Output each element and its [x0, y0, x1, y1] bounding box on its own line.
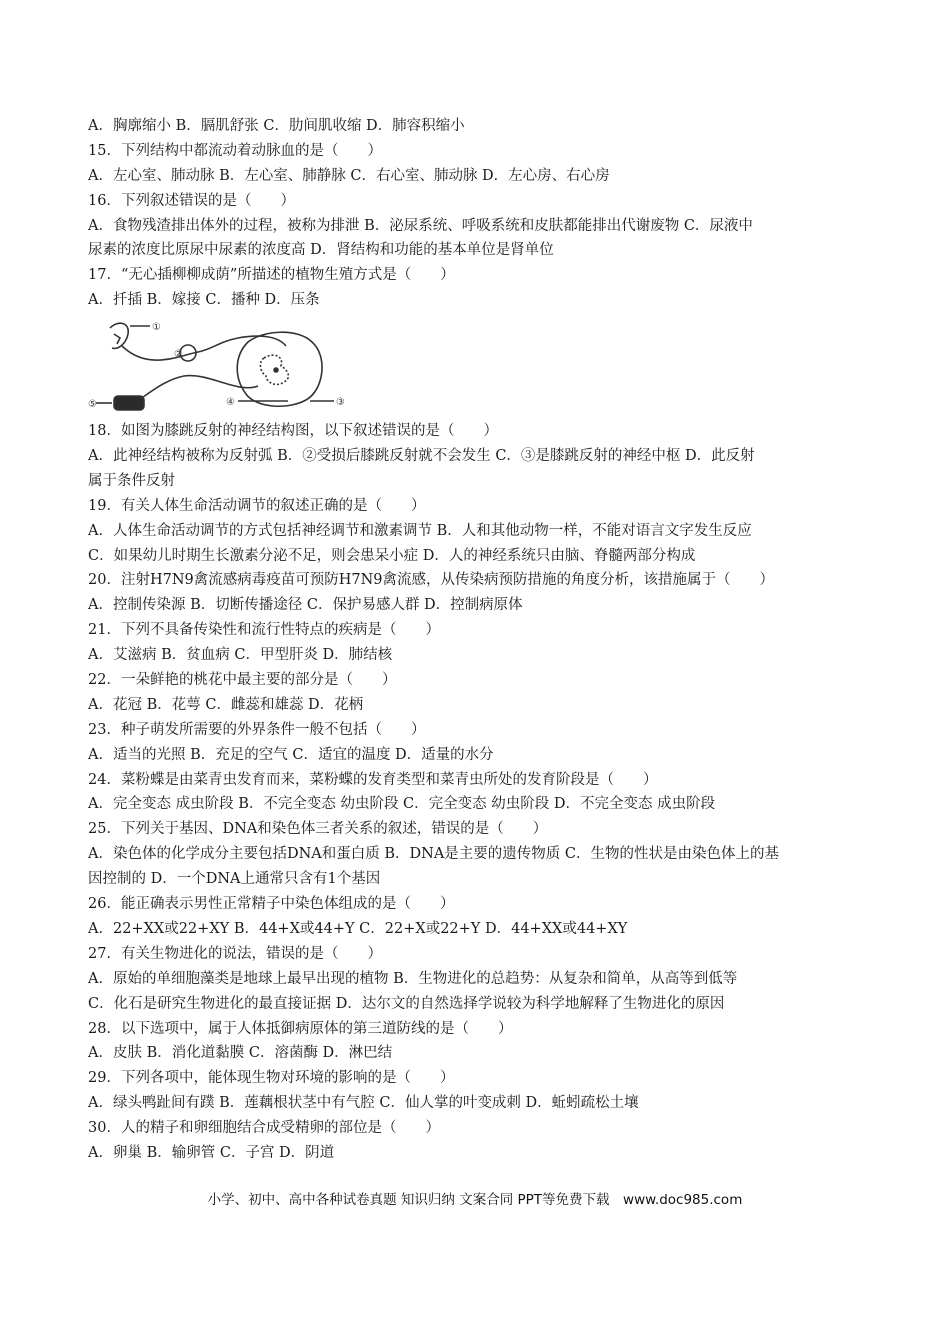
text-line: 17．“无心插柳柳成荫”所描述的植物生殖方式是（ ）: [88, 267, 455, 284]
text-line: 18．如图为膝跳反射的神经结构图，以下叙述错误的是（ ）: [88, 423, 498, 440]
text-line: A．控制传染源 B．切断传播途径 C．保护易感人群 D．控制病原体: [88, 597, 523, 614]
knee-shape: [110, 323, 128, 348]
text-line: 22．一朵鲜艳的桃花中最主要的部分是（ ）: [88, 672, 397, 689]
text-line: 30．人的精子和卵细胞结合成受精卵的部位是（ ）: [88, 1120, 440, 1137]
text-line: A．左心室、肺动脉 B．左心室、肺静脉 C．右心室、肺动脉 D．左心房、右心房: [88, 167, 610, 184]
text-line: 21．下列不具备传染性和流行性特点的疾病是（ ）: [88, 622, 440, 639]
text-line: A．食物残渣排出体外的过程，被称为排泄 B．泌尿系统、呼吸系统和皮肤都能排出代谢废物 C．尿液中: [88, 217, 753, 234]
text-line: A．22+XX或22+XY B．44+X或44+Y C．22+X或22+Y D．44+XX或44+XY: [88, 920, 628, 937]
spinal-cord-section: [237, 332, 322, 406]
text-line: 27．有关生物进化的说法，错误的是（ ）: [88, 945, 382, 962]
label-3: ③: [336, 397, 345, 409]
text-line: A．胸廓缩小 B．膈肌舒张 C．肋间肌收缩 D．肺容积缩小: [88, 118, 465, 134]
label-4: ④: [226, 397, 235, 409]
text-line: 29．下列各项中，能体现生物对环境的影响的是（ ）: [88, 1070, 455, 1087]
text-line: 15．下列结构中都流动着动脉血的是（ ）: [88, 142, 382, 159]
text-line: 19．有关人体生命活动调节的叙述正确的是（ ）: [88, 497, 426, 514]
text-line: 25．下列关于基因、DNA和染色体三者关系的叙述，错误的是（ ）: [88, 821, 548, 838]
text-line: A．适当的光照 B．充足的空气 C．适宜的温度 D．适量的水分: [88, 746, 494, 763]
text-line: 26．能正确表示男性正常精子中染色体组成的是（ ）: [88, 896, 455, 913]
text-line: A．卵巢 B．输卵管 C．子宫 D．阴道: [88, 1144, 335, 1161]
text-line: A．染色体的化学成分主要包括DNA和蛋白质 B．DNA是主要的遗传物质 C．生物的性状是由染色体上的基: [88, 846, 780, 863]
question-block-top: [88, 114, 868, 313]
text-line: C．如果幼儿时期生长激素分泌不足，则会患呆小症 D．人的神经系统只由脑、脊髓两部分构成: [88, 547, 696, 564]
text-line: 28．以下选项中，属于人体抵御病原体的第三道防线的是（ ）: [88, 1020, 513, 1037]
label-5: ⑤: [88, 399, 97, 411]
text-line: 24．菜粉蝶是由菜青虫发育而来，菜粉蝶的发育类型和菜青虫所处的发育阶段是（ ）: [88, 771, 658, 788]
text-line: 20．注射H7N9禽流感病毒疫苗可预防H7N9禽流感，从传染病预防措施的角度分析，该措施属于（ ）: [88, 572, 775, 589]
text-line: A．绿头鸭趾间有蹼 B．莲藕根状茎中有气腔 C．仙人掌的叶变成刺 D．蚯蚓疏松土壤: [88, 1095, 639, 1112]
receptor-mark: [114, 334, 120, 344]
knee-jerk-reflex-diagram: [88, 316, 868, 416]
text-line: A．扦插 B．嫁接 C．播种 D．压条: [88, 292, 320, 309]
text-line: 23．种子萌发所需要的外界条件一般不包括（ ）: [88, 721, 426, 738]
text-line: 16．下列叙述错误的是（ ）: [88, 192, 295, 209]
text-line: A．完全变态 成虫阶段 B．不完全变态 幼虫阶段 C．完全变态 幼虫阶段 D．不完全变态 成虫阶段: [88, 796, 716, 813]
text-line: 尿素的浓度比原尿中尿素的浓度高 D．肾结构和功能的基本单位是肾单位: [88, 242, 554, 259]
question-block-bottom: [88, 419, 868, 1166]
reflex-arc-figure: [88, 316, 348, 416]
text-line: A．原始的单细胞藻类是地球上最早出现的植物 B．生物进化的总趋势：从复杂和简单，从高等到低等: [88, 970, 738, 987]
exam-page: [88, 114, 868, 1166]
text-line: A．艾滋病 B．贫血病 C．甲型肝炎 D．肺结核: [88, 647, 393, 664]
text-line: A．此神经结构被称为反射弧 B．②受损后膝跳反射就不会发生 C．③是膝跳反射的神经中枢 D．此反射: [88, 448, 755, 465]
text-line: 因控制的 D．一个DNA上通常只含有1个基因: [88, 871, 381, 888]
text-line: A．花冠 B．花萼 C．雌蕊和雄蕊 D．花柄: [88, 696, 364, 713]
text-line: C．化石是研究生物进化的最直接证据 D．达尔文的自然选择学说较为科学地解释了生物进化的原因: [88, 995, 725, 1012]
muscle-effector: [114, 396, 144, 410]
text-line: 属于条件反射: [88, 472, 175, 489]
text-line: A．人体生命活动调节的方式包括神经调节和激素调节 B．人和其他动物一样，不能对语言文字发生反应: [88, 522, 752, 539]
page-footer: 小学、初中、高中各种试卷真题 知识归纳 文案合同 PPT等免费下载 www.doc985.com: [207, 1192, 743, 1208]
label-2: ②: [174, 349, 183, 361]
label-1: ①: [152, 322, 161, 334]
text-line: A．皮肤 B．消化道黏膜 C．溶菌酶 D．淋巴结: [88, 1045, 393, 1062]
